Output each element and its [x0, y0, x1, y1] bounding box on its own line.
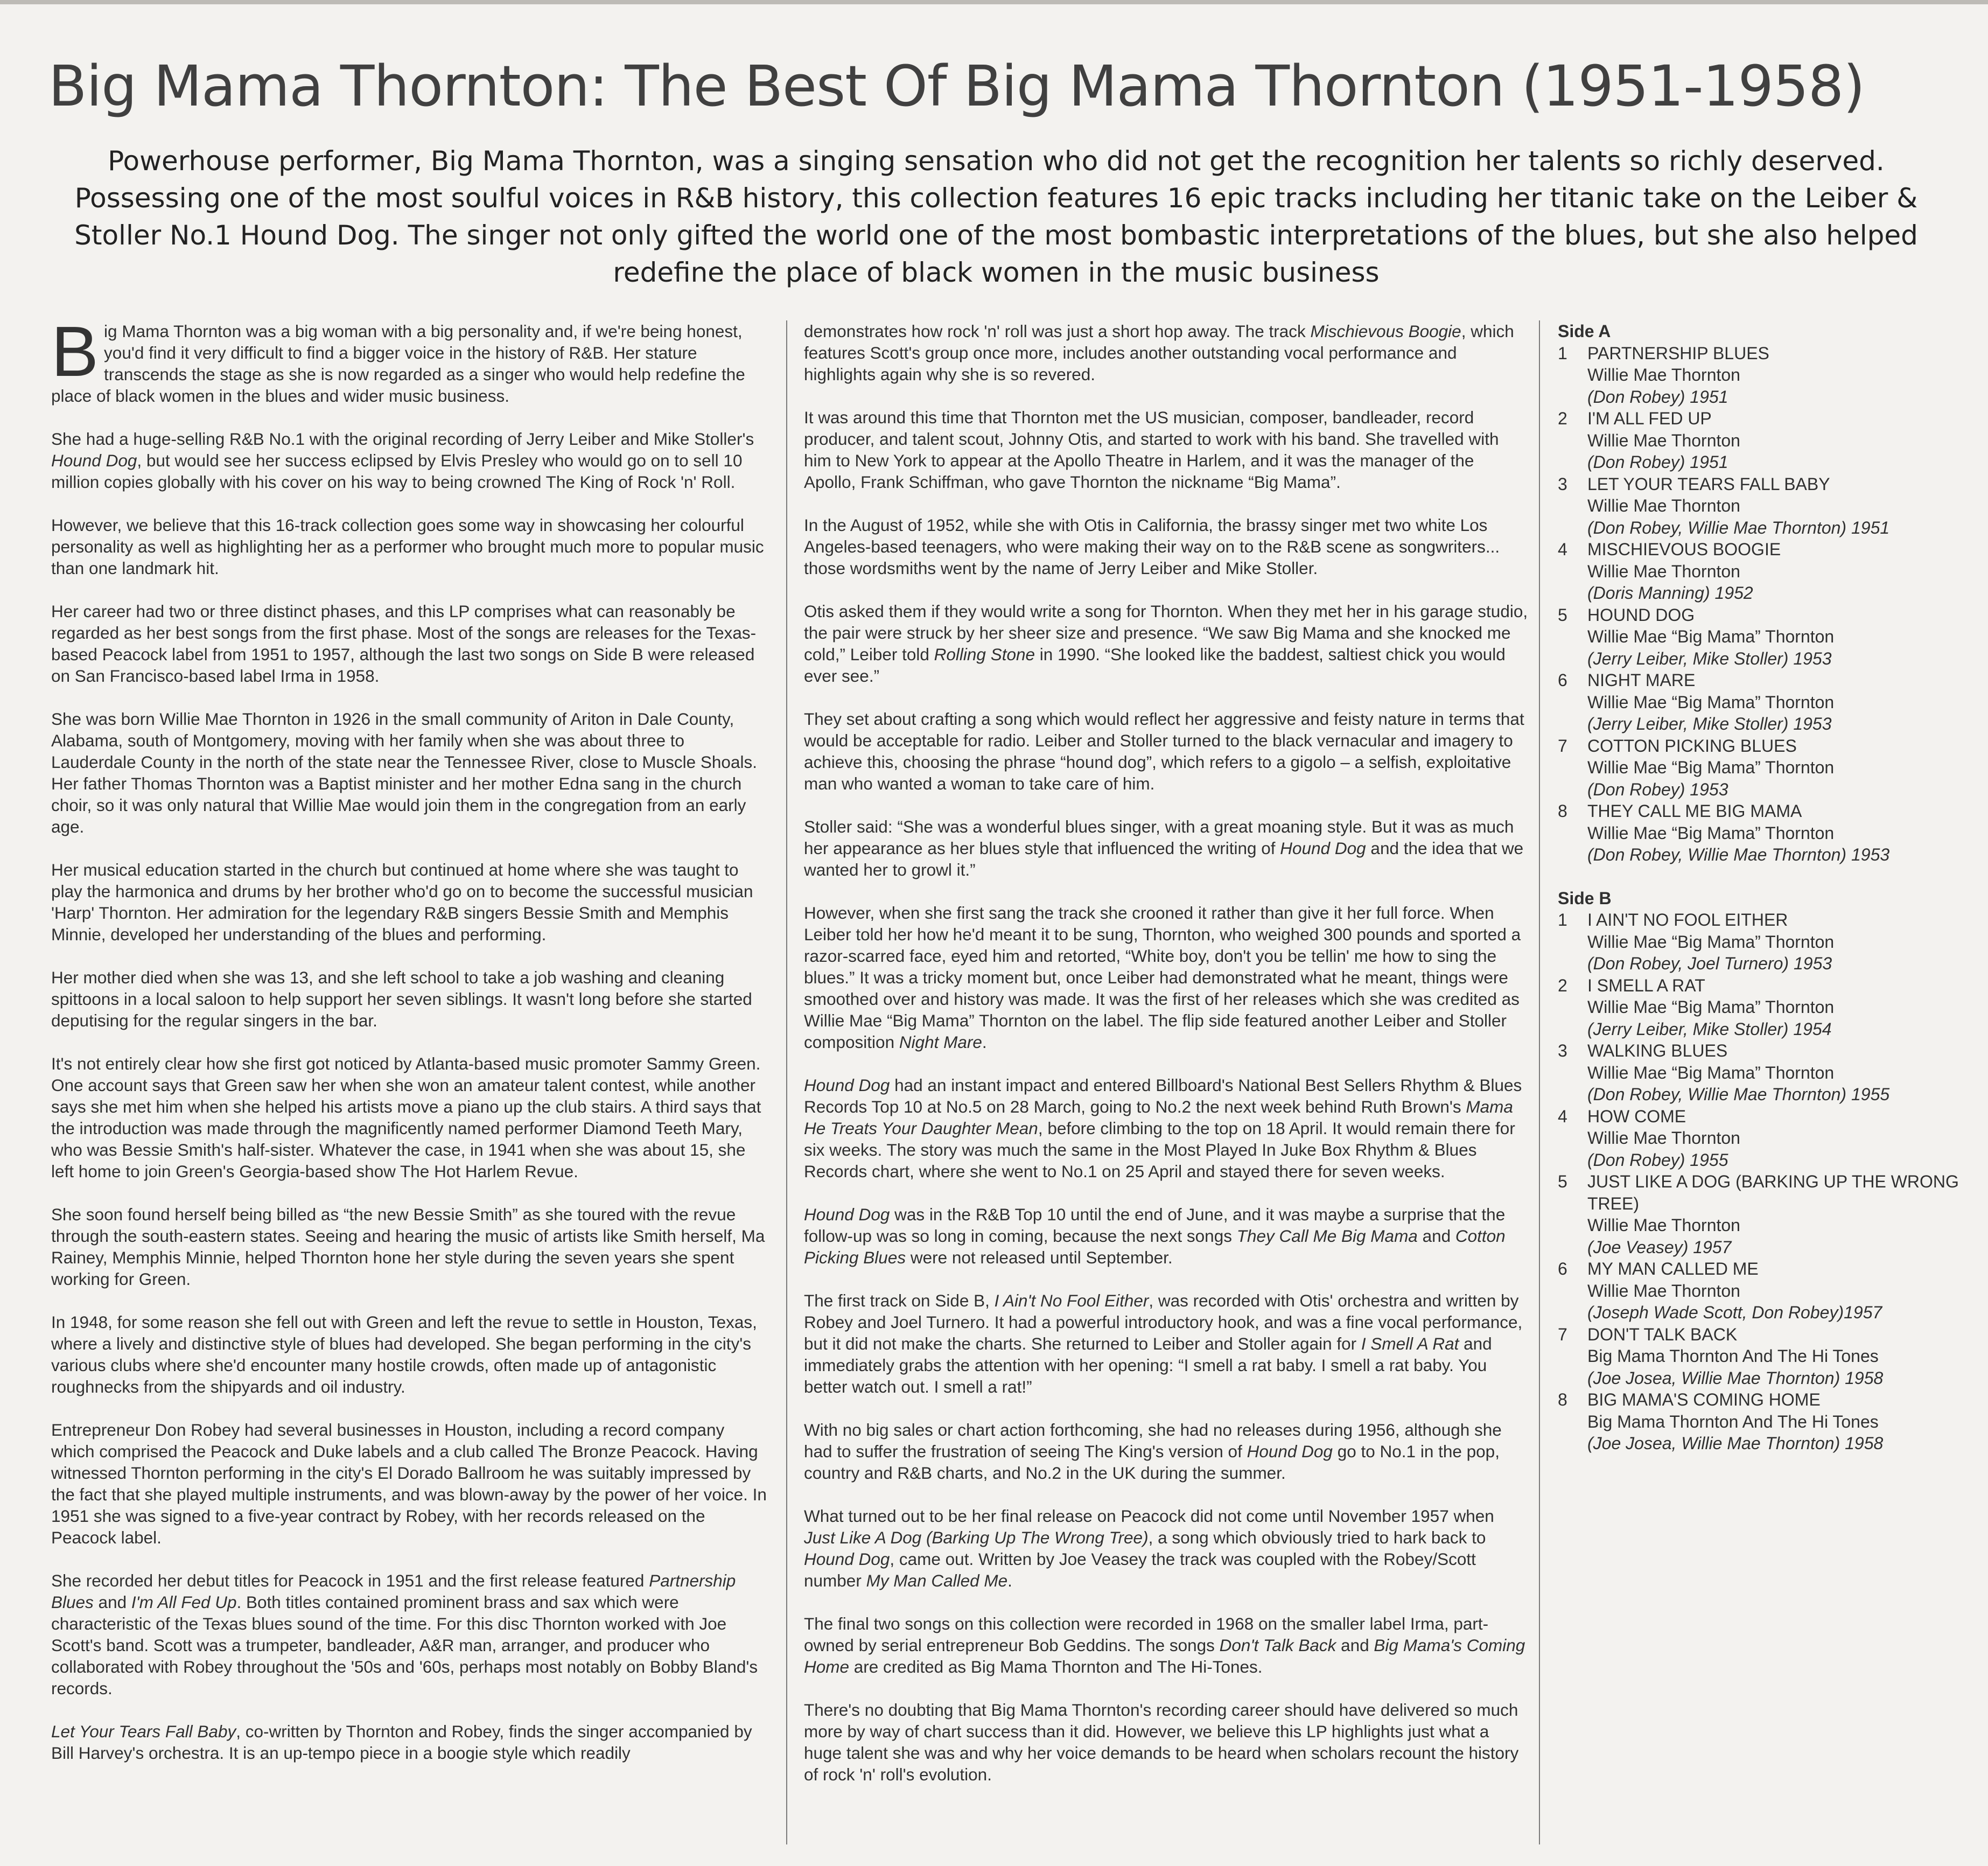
- drop-cap: B: [51, 312, 99, 391]
- track-title: THEY CALL ME BIG MAMA: [1587, 801, 1802, 821]
- paragraph: Her mother died when she was 13, and she left school to take a job washing and cleaning spittoons in a local saloon to help support her seven siblings. It wasn't long before she started deputising for the regular singers in the bar.: [51, 968, 752, 1030]
- track-row: [1558, 408, 1967, 473]
- track-number: 1: [1558, 343, 1567, 363]
- track-number: 1: [1558, 910, 1567, 929]
- track-title: LET YOUR TEARS FALL BABY: [1587, 474, 1830, 494]
- liner-notes-column-1: [51, 312, 767, 1828]
- track-number: 4: [1558, 540, 1567, 559]
- track-row: [1558, 1171, 1967, 1258]
- track-row: [1558, 343, 1967, 408]
- track-credit: (Don Robey, Willie Mae Thornton) 1951: [1587, 518, 1890, 537]
- paragraph: The first track on Side B, I Ain't No Fool Either, was recorded with Otis' orchestra and written by Robey and Joel Turnero. It had a powerful introductory hook, and was a fine vocal performance, but it did not make the charts. She returned to Leiber and Stoller again for I Smell A Rat and immediately grabs the attention with her opening: “I smell a rat baby. I smell a rat baby. You better watch out. I smell a rat!”: [804, 1291, 1523, 1396]
- track-credit: (Don Robey, Willie Mae Thornton) 1953: [1587, 845, 1890, 864]
- track-credit: (Joe Josea, Willie Mae Thornton) 1958: [1587, 1368, 1884, 1388]
- paragraph: Big Mama Thornton was a big woman with a big personality and, if we're being honest, you'd find it very difficult to find a bigger voice in the history of R&B. Her stature transcends the stage as she is now regarded as a singer who would help redefine the place of black women in the blues and wider music business.: [51, 312, 745, 406]
- track-credit: (Don Robey) 1951: [1587, 452, 1728, 472]
- track-title: I'M ALL FED UP: [1587, 409, 1712, 428]
- track-title: PARTNERSHIP BLUES: [1587, 343, 1769, 363]
- track-title: COTTON PICKING BLUES: [1587, 736, 1797, 756]
- top-edge-line: [0, 0, 1988, 4]
- track-row: [1558, 1258, 1967, 1324]
- track-number: 5: [1558, 605, 1567, 625]
- paragraph: In the August of 1952, while she with Otis in California, the brassy singer met two white Los Angeles-based teenagers, who were making their way on to the R&B scene as songwriters... those wordsmiths went by the name of Jerry Leiber and Mike Stoller.: [804, 515, 1500, 578]
- paragraph: She soon found herself being billed as “the new Bessie Smith” as she toured with the revue through the south-eastern states. Seeing and hearing the music of artists like Smith herself, Ma Rainey, Memphis Minnie, helped Thornton hone her style during the seven years she spent working for Green.: [51, 1205, 765, 1289]
- page-title: Big Mama Thornton: The Best Of Big Mama Thornton (1951-1958): [48, 53, 1865, 119]
- track-number: 2: [1558, 409, 1567, 428]
- track-title: HOW COME: [1587, 1106, 1686, 1126]
- track-number: 3: [1558, 1041, 1567, 1060]
- track-title: NIGHT MARE: [1587, 670, 1696, 690]
- paragraph: Let Your Tears Fall Baby, co-written by Thornton and Robey, finds the singer accompanied by Bill Harvey's orchestra. It is an up-tempo piece in a boogie style which readily: [51, 1722, 752, 1763]
- side-b-tracklist: [1558, 909, 1967, 1455]
- track-row: [1558, 1324, 1967, 1389]
- track-credit: (Joe Veasey) 1957: [1587, 1237, 1732, 1257]
- track-row: [1558, 1389, 1967, 1455]
- paragraph: It was around this time that Thornton met the US musician, composer, bandleader, record producer, and talent scout, Johnny Otis, and started to work with his band. She travelled with him to New York to appear at the Apollo Theatre in Harlem, and it was the manager of the Apollo, Frank Schiffman, who gave Thornton the nickname “Big Mama”.: [804, 408, 1499, 492]
- track-row: [1558, 909, 1967, 975]
- track-credit: (Don Robey) 1955: [1587, 1150, 1728, 1170]
- track-credit: (Don Robey) 1951: [1587, 387, 1728, 407]
- paragraph: Hound Dog had an instant impact and entered Billboard's National Best Sellers Rhythm & Blues Records Top 10 at No.5 on 28 March, going to No.2 the next week behind Ruth Brown's Mama He Treats Your Daughter Mean, before climbing to the top on 18 April. It would remain there for six weeks. The story was much the same in the Most Played In Juke Box Rhythm & Blues Records chart, where she went to No.1 on 25 April and stayed there for seven weeks.: [804, 1075, 1522, 1181]
- paragraph: Otis asked them if they would write a song for Thornton. When they met her in his garage studio, the pair were struck by her sheer size and presence. “We saw Big Mama and she knocked me cold,” Leiber told Rolling Stone in 1990. “She looked like the baddest, saltiest chick you would ever see.”: [804, 602, 1528, 686]
- intro-paragraph: Powerhouse performer, Big Mama Thornton, was a singing sensation who did not get the recognition her talents so richly deserved. Possessing one of the most soulful voices in R&B history, this collection features 16 epic tracks including her titanic take on the Leiber & Stoller No.1 Hound Dog. The singer not only gifted the world one of the most bombastic interpretations of the blues, but she also helped redefine the place of black women in the music business: [74, 145, 1918, 288]
- track-artist: Big Mama Thornton And The Hi Tones: [1587, 1411, 1879, 1431]
- paragraph: She recorded her debut titles for Peacock in 1951 and the first release featured Partnership Blues and I'm All Fed Up. Both titles contained prominent brass and sax which were characteristic of the Texas blues sound of the time. For this disc Thornton worked with Joe Scott's band. Scott was a trumpeter, bandleader, A&R man, arranger, and producer who collaborated with Robey throughout the '50s and '60s, perhaps most notably on Bobby Bland's records.: [51, 1571, 758, 1698]
- paragraph: With no big sales or chart action forthcoming, she had no releases during 1956, although she had to suffer the frustration of seeing The King's version of Hound Dog go to No.1 in the pop, country and R&B charts, and No.2 in the UK during the summer.: [804, 1420, 1502, 1483]
- paragraph: However, we believe that this 16-track collection goes some way in showcasing her colourful personality as well as highlighting her as a performer who brought much more to popular music than one landmark hit.: [51, 515, 764, 578]
- track-number: 6: [1558, 670, 1567, 690]
- track-number: 6: [1558, 1259, 1567, 1278]
- track-number: 5: [1558, 1172, 1567, 1191]
- track-credit: (Jerry Leiber, Mike Stoller) 1954: [1587, 1019, 1832, 1039]
- liner-notes-column-2: [804, 320, 1528, 1828]
- track-row: [1558, 735, 1967, 801]
- track-artist: Willie Mae Thornton: [1587, 561, 1740, 581]
- paragraph: The final two songs on this collection were recorded in 1968 on the smaller label Irma, part-owned by serial entrepreneur Bob Geddins. The songs Don't Talk Back and Big Mama's Coming Home are credited as Big Mama Thornton and The Hi-Tones.: [804, 1614, 1525, 1676]
- track-title: I SMELL A RAT: [1587, 975, 1705, 995]
- track-credit: (Don Robey, Willie Mae Thornton) 1955: [1587, 1085, 1890, 1104]
- tracklist-column: [1558, 320, 1967, 1828]
- track-artist: Willie Mae Thornton: [1587, 430, 1740, 450]
- track-credit: (Don Robey) 1953: [1587, 779, 1728, 799]
- track-artist: Big Mama Thornton And The Hi Tones: [1587, 1346, 1879, 1366]
- track-artist: Willie Mae “Big Mama” Thornton: [1587, 692, 1835, 712]
- paragraph: Stoller said: “She was a wonderful blues singer, with a great moaning style. But it was as much her appearance as her blues style that influenced the writing of Hound Dog and the idea that we wanted her to growl it.”: [804, 817, 1524, 879]
- track-row: [1558, 800, 1967, 866]
- paragraph: In 1948, for some reason she fell out with Green and left the revue to settle in Houston, Texas, where a lively and distinctive style of blues had developed. She began performing in the city's various clubs where she'd encounter many hostile crowds, often made up of antagonistic roughnecks from the shipyards and oil industry.: [51, 1312, 757, 1396]
- track-row: [1558, 473, 1967, 539]
- track-artist: Willie Mae “Big Mama” Thornton: [1587, 997, 1835, 1017]
- side-b-heading: Side B: [1558, 888, 1612, 908]
- track-title: HOUND DOG: [1587, 605, 1695, 625]
- track-row: [1558, 604, 1967, 670]
- paragraph: She had a huge-selling R&B No.1 with the original recording of Jerry Leiber and Mike Stoller's Hound Dog, but would see her success eclipsed by Elvis Presley who would go on to sell 10 million copies globally with his cover on his way to being crowned The King of Rock 'n' Roll.: [51, 429, 754, 492]
- track-row: [1558, 975, 1967, 1040]
- track-credit: (Jerry Leiber, Mike Stoller) 1953: [1587, 648, 1832, 668]
- paragraph: Her musical education started in the church but continued at home where she was taught to play the harmonica and drums by her brother who'd go on to become the successful musician 'Harp' Thornton. Her admiration for the legendary R&B singers Bessie Smith and Memphis Minnie, developed her understanding of the blues and performing.: [51, 860, 753, 944]
- track-number: 3: [1558, 474, 1567, 494]
- track-credit: (Joe Josea, Willie Mae Thornton) 1958: [1587, 1434, 1884, 1453]
- track-artist: Willie Mae “Big Mama” Thornton: [1587, 823, 1835, 843]
- track-artist: Willie Mae Thornton: [1587, 496, 1740, 515]
- side-a-heading: Side A: [1558, 322, 1611, 341]
- track-number: 2: [1558, 975, 1567, 995]
- track-artist: Willie Mae “Big Mama” Thornton: [1587, 758, 1835, 777]
- paragraph: She was born Willie Mae Thornton in 1926 in the small community of Ariton in Dale County, Alabama, south of Montgomery, moving with her family when she was about three to Lauderdale County in the north of the state near the Tennessee River, close to Muscle Shoals. Her father Thomas Thornton was a Baptist minister and her mother Edna sang in the church choir, so it was only natural that Willie Mae would join them in the congregation from an early age.: [51, 709, 757, 836]
- paragraph: They set about crafting a song which would reflect her aggressive and feisty nature in terms that would be acceptable for radio. Leiber and Stoller turned to the black vernacular and imagery to achieve this, choosing the phrase “hound dog”, which refers to a gigolo – a selfish, exploitative man who wanted a woman to take care of him.: [804, 709, 1524, 793]
- paragraph: Her career had two or three distinct phases, and this LP comprises what can reasonably be regarded as her best songs from the first phase. Most of the songs are releases for the Texas-based Peacock label from 1951 to 1957, although the last two songs on Side B were released on San Francisco-based label Irma in 1958.: [51, 602, 757, 686]
- paragraph: demonstrates how rock 'n' roll was just a short hop away. The track Mischievous Boogie, which features Scott's group once more, includes another outstanding vocal performance and highlights again why she is so revered.: [804, 322, 1514, 384]
- paragraph: There's no doubting that Big Mama Thornton's recording career should have delivered so much more by way of chart success than it did. However, we believe this LP highlights just what a huge talent she was and why her voice demands to be heard when scholars recount the history of rock 'n' roll's evolution.: [804, 1700, 1519, 1784]
- side-a-tracklist: [1558, 343, 1967, 866]
- paragraph: Hound Dog was in the R&B Top 10 until the end of June, and it was maybe a surprise that the follow-up was so long in coming, because the next songs They Call Me Big Mama and Cotton Picking Blues were not released until September.: [804, 1205, 1506, 1267]
- track-title: I AIN'T NO FOOL EITHER: [1587, 910, 1788, 929]
- track-artist: Willie Mae Thornton: [1587, 1215, 1740, 1235]
- track-artist: Willie Mae Thornton: [1587, 365, 1740, 385]
- track-credit: (Jerry Leiber, Mike Stoller) 1953: [1587, 714, 1832, 733]
- paragraph: What turned out to be her final release on Peacock did not come until November 1957 when Just Like A Dog (Barking Up The Wrong Tree), a song which obviously tried to hark back to Hound Dog, came out. Written by Joe Veasey the track was coupled with the Robey/Scott number My Man Called Me.: [804, 1506, 1494, 1590]
- track-number: 4: [1558, 1106, 1567, 1126]
- track-row: [1558, 539, 1967, 604]
- track-credit: (Joseph Wade Scott, Don Robey)1957: [1587, 1303, 1882, 1322]
- track-title: BIG MAMA'S COMING HOME: [1587, 1390, 1821, 1409]
- track-row: [1558, 1106, 1967, 1171]
- track-artist: Willie Mae Thornton: [1587, 1128, 1740, 1148]
- track-artist: Willie Mae “Big Mama” Thornton: [1587, 1063, 1835, 1082]
- track-title: WALKING BLUES: [1587, 1041, 1728, 1060]
- track-number: 8: [1558, 801, 1567, 821]
- track-artist: Willie Mae “Big Mama” Thornton: [1587, 627, 1835, 646]
- column-divider-1: [786, 320, 787, 1844]
- track-title: JUST LIKE A DOG (BARKING UP THE WRONG TREE): [1587, 1172, 1959, 1213]
- paragraph: Entrepreneur Don Robey had several businesses in Houston, including a record company which comprised the Peacock and Duke labels and a club called The Bronze Peacock. Having witnessed Thornton performing in the city's El Dorado Ballroom he was suitably impressed by the fact that she played multiple instruments, and was blown-away by the power of her voice. In 1951 she was signed to a five-year contract by Robey, with her records released on the Peacock label.: [51, 1420, 767, 1547]
- paragraph: It's not entirely clear how she first got noticed by Atlanta-based music promoter Sammy Green. One account says that Green saw her when she won an amateur talent contest, while another says she met him when she helped his artists move a piano up the club stairs. A third says that the introduction was made through the magnificently named performer Diamond Teeth Mary, who was Bessie Smith's half-sister. Whatever the case, in 1941 when she was about 15, she left home to join Green's Georgia-based show The Hot Harlem Revue.: [51, 1054, 761, 1181]
- track-number: 7: [1558, 1324, 1567, 1344]
- track-title: MY MAN CALLED ME: [1587, 1259, 1759, 1278]
- column-divider-2: [1539, 320, 1540, 1844]
- track-artist: Willie Mae Thornton: [1587, 1281, 1740, 1301]
- track-credit: (Doris Manning) 1952: [1587, 583, 1753, 603]
- track-credit: (Don Robey, Joel Turnero) 1953: [1587, 954, 1832, 973]
- paragraph: However, when she first sang the track she crooned it rather than give it her full force. When Leiber told her how he'd meant it to be sung, Thornton, who weighed 300 pounds and sported a razor-scarred face, eyed him and retorted, “White boy, don't you be tellin' me how to sing the blues.” It was a tricky moment but, once Leiber had demonstrated what he meant, things were smoothed over and history was made. It was the first of her releases which she was credited as Willie Mae “Big Mama” Thornton on the label. The flip side featured another Leiber and Stoller composition Night Mare.: [804, 903, 1521, 1052]
- track-title: DON'T TALK BACK: [1587, 1324, 1738, 1344]
- track-row: [1558, 1040, 1967, 1106]
- track-row: [1558, 669, 1967, 735]
- track-title: MISCHIEVOUS BOOGIE: [1587, 540, 1781, 559]
- track-artist: Willie Mae “Big Mama” Thornton: [1587, 932, 1835, 952]
- track-number: 7: [1558, 736, 1567, 756]
- track-number: 8: [1558, 1390, 1567, 1409]
